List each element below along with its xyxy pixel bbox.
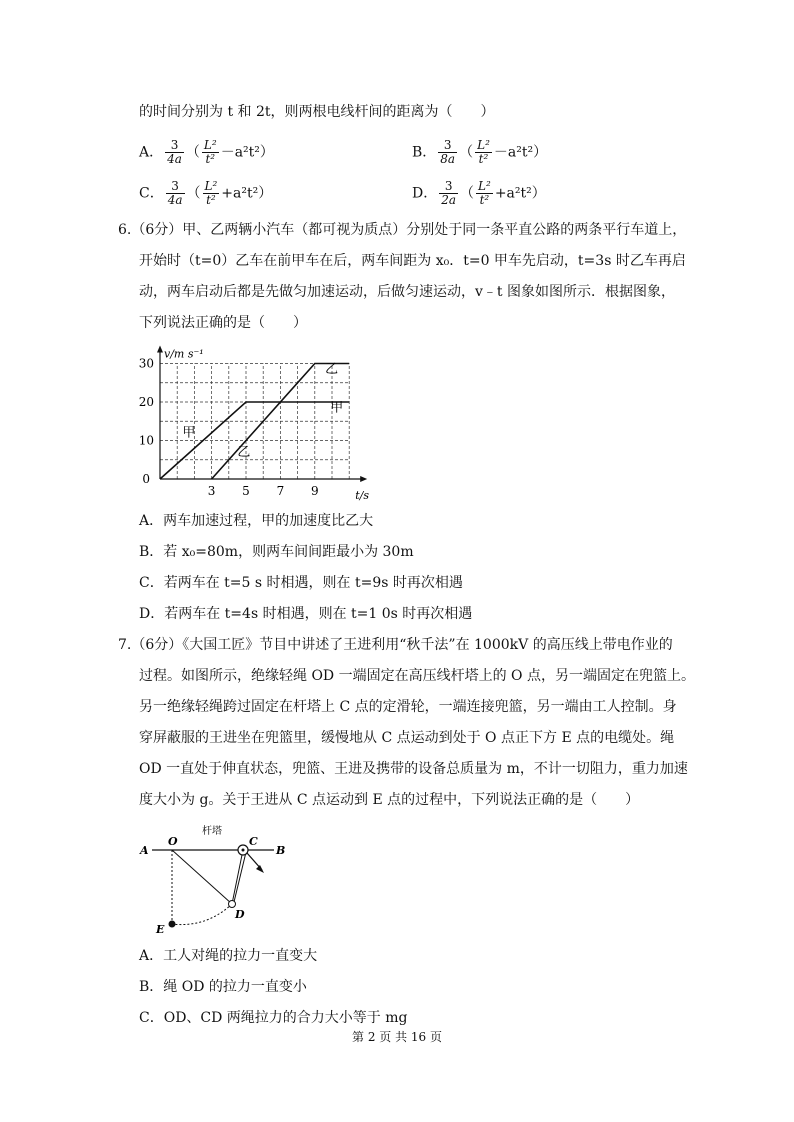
rope-od [172, 850, 232, 904]
frac-den: 8a [440, 152, 456, 166]
frac-num: 3 [166, 180, 185, 194]
rope-cd [232, 850, 243, 904]
q6-line-1: 6.（6分）甲、乙两辆小汽车（都可视为质点）分别处于同一条平直公路的两条平行车道上， [118, 222, 687, 238]
label-o: O [168, 835, 178, 848]
q7-option-c: C．OD、CD 两绳拉力的合力大小等于 mg [139, 1010, 408, 1026]
x-tick-label: 9 [310, 484, 319, 498]
q7-option-a: A．工人对绳的拉力一直变大 [139, 948, 318, 964]
q6-line-3: 动，两车启动后都是先做匀加速运动，后做匀速运动，v﹣t 图象如图所示．根据图象， [139, 284, 675, 300]
pulley-figure [136, 820, 296, 940]
frac-den: 4a [167, 152, 182, 166]
label-e: E [156, 923, 165, 936]
x-tick-label: 3 [207, 484, 216, 498]
q7-line-2: 过程。如图所示，绝缘轻绳 OD 一端固定在高压线杆塔上的 O 点，另一端固定在兜篮上。 [139, 668, 695, 684]
q7-line-4: 穿屏蔽服的王进坐在兜篮里，缓慢地从 C 点运动到处于 O 点正下方 E 点的电缆处。绳 [139, 730, 675, 746]
frac-num: 3 [438, 139, 457, 153]
label-tower: 杆塔 [202, 826, 222, 837]
frac-num: L² [204, 179, 218, 193]
label-b: B [276, 844, 286, 857]
q5-option-d [412, 180, 546, 207]
q6-option-a: A．两车加速过程，甲的加速度比乙大 [139, 513, 374, 529]
frac-den: t² [478, 152, 489, 166]
q7-line-3: 另一绝缘轻绳跨过固定在杆塔上 C 点的定滑轮，一端连接兜篮，另一端由工人控制。身 [139, 699, 677, 715]
q5-option-a [139, 139, 274, 166]
option-tail: +a²t²） [494, 185, 546, 202]
label-c: C [249, 835, 258, 848]
y-tick-label: 30 [138, 356, 154, 371]
annotation-yi-line: 乙 [237, 444, 251, 460]
vt-chart [132, 335, 372, 505]
frac-den: t² [205, 152, 216, 166]
frac-num: L² [478, 179, 491, 193]
q7-line-1: 7.（6分）《大国工匠》节目中讲述了王进利用“秋千法”在 1000kV 的高压线上带电作业的 [118, 637, 673, 653]
q6-line-2: 开始时（t=0）乙车在前甲车在后，两车间距为 x₀．t=0 甲车先启动，t=3s 时乙车再启 [139, 253, 686, 269]
option-label: A． [139, 144, 164, 161]
annotation-jia-line: 甲 [182, 425, 196, 441]
q5-option-b [412, 139, 547, 166]
label-d: D [235, 908, 245, 921]
arrow-head-icon [256, 865, 264, 873]
option-label: D． [412, 185, 438, 202]
frac-den: 2a [441, 193, 457, 207]
x-tick-label: 5 [242, 484, 250, 498]
option-label: B． [412, 144, 437, 161]
open-paren: （ [460, 185, 475, 202]
cable-point-icon [169, 921, 176, 928]
annotation-jia-right: 甲 [330, 400, 344, 416]
pulley-axle-icon [242, 849, 245, 852]
y-tick-label: 20 [138, 395, 154, 409]
q7-line-5: OD 一直处于伸直状态，兜篮、王进及携带的设备总质量为 m，不计一切阻力，重力加速 [139, 761, 688, 777]
annotation-yi-right: 乙 [325, 362, 339, 378]
q6-line-4: 下列说法正确的是（ ） [139, 315, 307, 331]
x-axis-arrow-icon [360, 476, 367, 482]
open-paren: （ [185, 144, 200, 161]
frac-den: 4a [167, 193, 183, 207]
x-tick-label: 7 [276, 484, 285, 498]
option-tail: +a²t²） [221, 185, 273, 202]
frac-den: t² [479, 193, 490, 207]
open-paren: （ [186, 185, 201, 202]
frac-num: L² [477, 138, 490, 152]
frac-num: L² [203, 138, 217, 152]
q5-option-c [139, 180, 272, 207]
arc-path [172, 904, 232, 925]
q7-option-b: B．绳 OD 的拉力一直变小 [139, 979, 307, 995]
q6-option-d: D．若两车在 t=4s 时相遇，则在 t=1 0s 时再次相遇 [139, 606, 473, 622]
y-tick-label: 10 [138, 433, 154, 448]
origin-label: 0 [142, 472, 150, 486]
option-tail: －a²t²） [220, 144, 274, 161]
y-axis-label: v/m s⁻¹ [164, 347, 204, 361]
q5-stem-tail: 的时间分别为 t 和 2t，则两根电线杆间的距离为（ ） [139, 104, 495, 120]
page-footer: 第 2 页 共 16 页 [352, 1030, 442, 1044]
frac-den: t² [206, 193, 216, 207]
label-a: A [140, 844, 149, 857]
x-axis-label: t/s [355, 489, 369, 502]
option-tail: －a²t²） [493, 144, 548, 161]
basket-icon [229, 901, 236, 908]
q6-option-b: B．若 x₀=80m，则两车间间距最小为 30m [139, 544, 414, 560]
frac-num: 3 [439, 180, 458, 194]
option-label: C． [139, 185, 164, 202]
frac-num: 3 [165, 139, 184, 153]
rope-cd-outer [234, 848, 247, 902]
q6-option-c: C．若两车在 t=5 s 时相遇，则在 t=9s 时再次相遇 [139, 575, 463, 591]
y-axis-arrow-icon [157, 346, 163, 353]
q7-line-6: 度大小为 g。关于王进从 C 点运动到 E 点的过程中，下列说法正确的是（ ） [139, 792, 640, 808]
open-paren: （ [459, 144, 474, 161]
